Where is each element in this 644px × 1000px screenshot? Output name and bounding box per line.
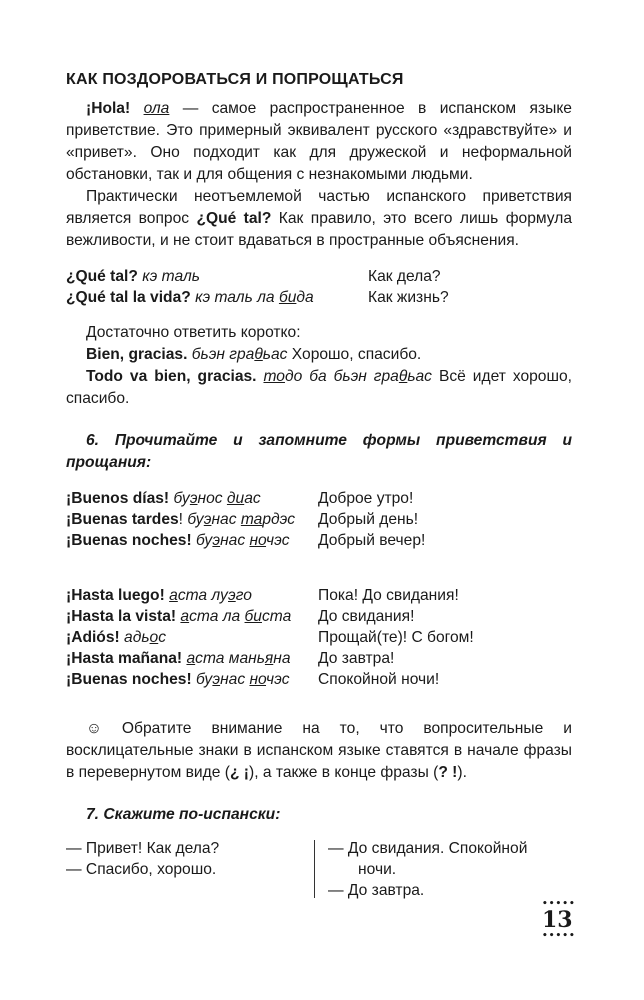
intro-paragraph-que-tal xyxy=(66,186,572,252)
answer-1: Bien, gracias. бьэн граθьас Хорошо, спасибо. xyxy=(86,346,422,363)
answers-intro: Достаточно ответить коротко: xyxy=(86,324,301,341)
phrase-phonetic: кэ таль ла бида xyxy=(195,289,314,306)
questions-table xyxy=(66,266,572,308)
intro-paragraph-hola xyxy=(66,98,572,186)
phrase-cell: ¡Buenas tardes! буэнас тардэс xyxy=(66,511,296,528)
phrase-es: ¡Hasta mañana! xyxy=(66,650,183,667)
phrase-translation: До свидания! xyxy=(318,608,415,625)
table-row xyxy=(66,287,572,308)
table-row xyxy=(66,669,572,690)
phrase-phonetic: буэнас ночэс xyxy=(196,671,290,688)
phrase-phonetic: аста луэго xyxy=(169,587,252,604)
phrase-translation: Спокойной ночи! xyxy=(318,671,440,688)
phrase-phonetic: адьос xyxy=(124,629,167,646)
phrase-translation: Как дела? xyxy=(368,268,441,285)
phrase-es: ¡Buenas noches! xyxy=(66,671,192,688)
phrase-cell xyxy=(66,648,318,669)
answer-2: Todo va bien, gracias. тодо ба бьэн граθьас Всё идет хорошо, спасибо. xyxy=(66,368,572,407)
section-title: КАК ПОЗДОРОВАТЬСЯ И ПОПРОЩАТЬСЯ xyxy=(66,71,404,88)
exercise-6-title: 6. Прочитайте и запомните формы приветствия и прощания: xyxy=(66,432,572,471)
phrase-translation: Добрый день! xyxy=(318,511,419,528)
hola-phonetic: ола xyxy=(143,100,170,117)
phrase-translation: Прощай(те)! С богом! xyxy=(318,629,474,646)
phrase-es: ¡Buenas tardes xyxy=(66,511,179,528)
greetings-table xyxy=(66,488,572,551)
phrase-phonetic: буэнос диас xyxy=(173,490,261,507)
exercise-7-title: 7. Скажите по-испански: xyxy=(86,806,281,823)
table-row xyxy=(66,648,572,669)
dialog-line: — До свидания. Спокойной xyxy=(328,840,528,857)
dialog-line: — Спасибо, хорошо. xyxy=(66,861,217,878)
phrase-phonetic: аста ла биста xyxy=(180,608,292,625)
phrase-cell xyxy=(66,585,318,606)
table-row xyxy=(66,585,572,606)
phrase-es: ¿Qué tal la vida? xyxy=(66,289,191,306)
phrase-es: ¡Buenas noches! xyxy=(66,532,192,549)
dialog-right xyxy=(328,838,572,901)
que-after: Как правило, это всего лишь формула вежливости, и не стоит вдаваться в пространные объяснения. xyxy=(66,210,572,249)
phrase-es: ¡Adiós! xyxy=(66,629,120,646)
note-paragraph: ☺ Обратите внимание на то, что вопросительные и восклицательные знаки в испанском языке ставятся в начале фразы в перевернутом виде (¿ ¡), а также в конце фразы (? !). xyxy=(66,720,572,781)
phrase-es: ¡Hasta la vista! xyxy=(66,608,177,625)
phrase-es: ¿Qué tal? xyxy=(66,268,138,285)
que-before: Практически неотъемлемой частью испанского приветствия является вопрос xyxy=(66,188,572,227)
smiley-icon: ☺ xyxy=(86,720,102,737)
dialog-left xyxy=(66,838,302,880)
phrase-cell xyxy=(66,606,318,627)
page-dots: ••••• xyxy=(542,899,576,909)
dialog-line: ночи. xyxy=(358,861,397,878)
phrase-cell xyxy=(66,266,368,287)
table-row xyxy=(66,627,572,648)
dialog-divider xyxy=(314,840,315,898)
page-number xyxy=(542,899,576,941)
phrase-translation: Пока! До свидания! xyxy=(318,587,459,604)
table-row xyxy=(66,509,572,530)
dialog-line: — Привет! Как дела? xyxy=(66,840,220,857)
phrase-phonetic: буэнас тардэс xyxy=(187,511,296,528)
exercise-7-dialog xyxy=(66,838,572,902)
phrase-phonetic: аста маньяна xyxy=(186,650,291,667)
phrase-cell xyxy=(66,488,318,509)
phrase-es: ¡Hasta luego! xyxy=(66,587,165,604)
table-row xyxy=(66,488,572,509)
phrase-translation: Доброе утро! xyxy=(318,490,414,507)
phrase-cell xyxy=(66,287,368,308)
table-row xyxy=(66,606,572,627)
phrase-cell xyxy=(66,669,318,690)
hola-word: ¡Hola! xyxy=(86,100,131,117)
phrase-cell xyxy=(66,627,318,648)
dialog-line: — До завтра. xyxy=(328,882,425,899)
farewells-table xyxy=(66,585,572,690)
table-row xyxy=(66,266,572,287)
phrase-phonetic: буэнас ночэс xyxy=(196,532,290,549)
page-content xyxy=(66,70,572,902)
table-row xyxy=(66,530,572,551)
phrase-es: ¡Buenos días! xyxy=(66,490,170,507)
phrase-translation: До завтра! xyxy=(318,650,395,667)
que-tal-word: ¿Qué tal? xyxy=(196,210,272,227)
page-dots: ••••• xyxy=(542,931,576,941)
phrase-cell xyxy=(66,530,318,551)
phrase-translation: Добрый вечер! xyxy=(318,532,426,549)
page-number-text: 13 xyxy=(542,907,573,933)
phrase-phonetic: кэ таль xyxy=(142,268,200,285)
phrase-translation: Как жизнь? xyxy=(368,289,449,306)
hola-text: — самое распространенное в испанском языке приветствие. Это примерный эквивалент русского «здравствуйте» и «привет». Оно подходит как для дружеской и неформальной обстановки, так и для общения с незнакомыми людьми. xyxy=(66,100,572,183)
